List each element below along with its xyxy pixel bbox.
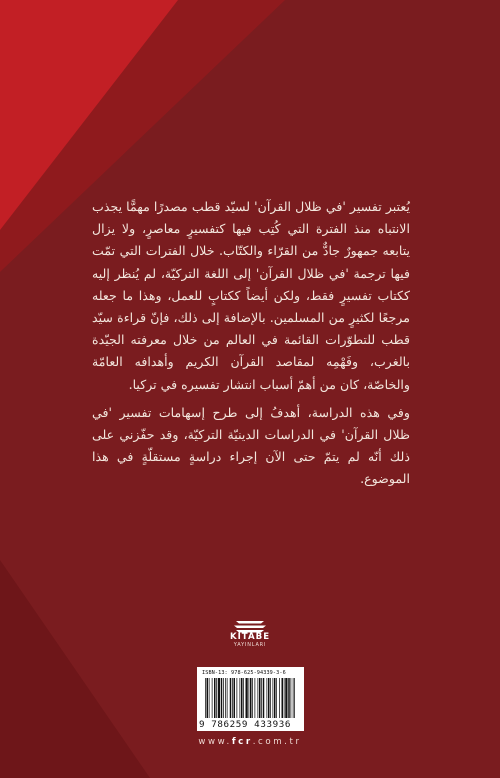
barcode-bar xyxy=(240,678,241,718)
barcode-bar xyxy=(270,678,271,718)
barcode-bar xyxy=(205,678,206,718)
blurb-paragraph-2: وفي هذه الدراسة، أهدفُ إلى طرح إسهامات تفسير 'في ظلال القرآن' في الدراسات الدينيّة التركيّة، وقد حفّزني على ذلك أنّه لم يتمّ حتى الآن إجراء دراسةٍ مستقلّةٍ في هذا الموضوع. xyxy=(92,404,410,487)
barcode-bar xyxy=(261,678,262,718)
bottom-shade-triangle xyxy=(0,560,150,778)
barcode-bar xyxy=(207,678,209,718)
barcode-bar xyxy=(259,678,261,718)
barcode-bar xyxy=(288,678,290,718)
barcode-number: 9 786259 433936 xyxy=(199,719,291,730)
website-brand: fcr xyxy=(231,737,253,747)
barcode-bar xyxy=(293,678,294,718)
barcode-bar xyxy=(246,678,248,718)
barcode-bar xyxy=(274,678,276,718)
barcode-bars xyxy=(205,678,296,718)
barcode-bar xyxy=(273,678,274,718)
barcode-bar xyxy=(232,678,233,718)
barcode-bar xyxy=(214,678,216,718)
barcode-bar xyxy=(282,678,284,718)
publisher-name: KİTABE xyxy=(229,632,271,642)
barcode-bar xyxy=(221,678,223,718)
barcode-bar xyxy=(279,678,280,718)
website-suffix: .com.tr xyxy=(252,737,302,747)
barcode-bar xyxy=(243,678,244,718)
barcode-bar xyxy=(225,678,226,718)
barcode-panel xyxy=(197,667,304,731)
barcode-bar xyxy=(252,678,253,718)
barcode-bar xyxy=(249,678,250,718)
barcode-bar xyxy=(267,678,268,718)
barcode-bar xyxy=(255,678,256,718)
barcode-bar xyxy=(285,678,287,718)
barcode-bar xyxy=(291,678,292,718)
website-url[interactable] xyxy=(150,737,350,747)
barcode-bar xyxy=(227,678,228,718)
barcode-bar xyxy=(223,678,224,718)
barcode-bar xyxy=(268,678,270,718)
barcode-bar xyxy=(234,678,236,718)
barcode-bar xyxy=(263,678,265,718)
barcode-bar xyxy=(241,678,243,718)
stacked-books-icon xyxy=(233,618,267,633)
publisher-subtitle: YAYINLARI xyxy=(233,642,267,648)
website-prefix: www. xyxy=(198,737,232,747)
barcode-bar xyxy=(209,678,210,718)
barcode-bar xyxy=(276,678,277,718)
barcode-bar xyxy=(230,678,232,718)
barcode-bar xyxy=(294,678,295,718)
blurb-text xyxy=(92,196,410,491)
barcode-bar xyxy=(258,678,259,718)
publisher-logo xyxy=(222,618,278,658)
barcode-bar xyxy=(216,678,217,718)
isbn-label: ISBN-13: 978-625-94339-3-6 xyxy=(202,670,286,676)
barcode-bar xyxy=(237,678,238,718)
barcode-bar xyxy=(218,678,220,718)
blurb-paragraph-1: يُعتبر تفسير 'في ظلال القرآن' لسيّد قطب مصدرًا مهمًّا يجذب الانتباه منذ الفترة التي كُتِب فيها كتفسيرٍ معاصرٍ، ولا يزال يتابعه جمهورٌ جادٌّ من القرّاء والكتّاب. خلال الفترات التي تمّت فيها ترجمة 'في ظلال القرآن' إلى اللغة التركيّة، لم يُنظر إليه ككتاب تفسيرٍ فقط، ولكن أيضاً ككتابٍ للعمل، وهذا ما جعله مرجعًا لكثيرٍ من المسلمين. بالإضافة إلى ذلك، فإنّ قراءة سيّد قطب للتطوّرات القائمة في العالم من خلال معرفته الجيّدة بالغرب، وفَهْمِه لمقاصد القرآن الكريم وأهدافه العامّة والخاصّة، كان من أهمّ أسباب انتشار تفسيره في تركيا. xyxy=(92,199,410,392)
barcode-bar xyxy=(284,678,285,718)
barcode-bar xyxy=(250,678,252,718)
barcode-bar xyxy=(212,678,213,718)
